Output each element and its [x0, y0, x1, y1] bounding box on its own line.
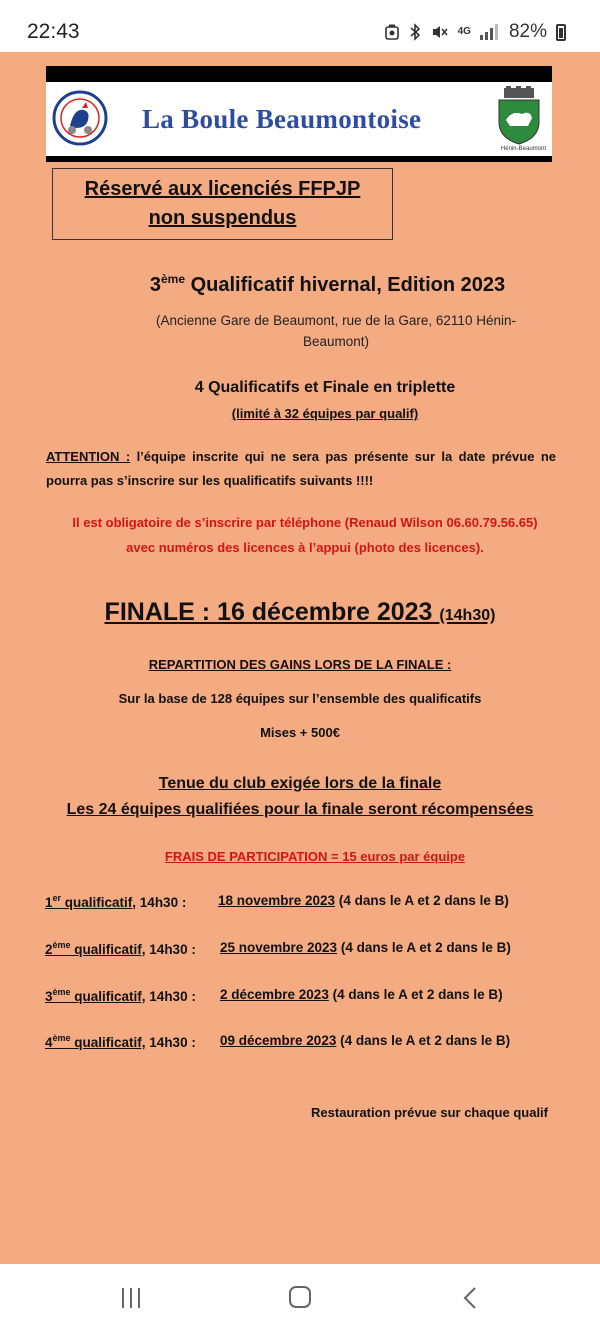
format-subtitle: 4 Qualificatifs et Finale en triplette [194, 379, 456, 396]
club-header [46, 66, 552, 162]
city-caption: Hénin-Beaumont [500, 146, 546, 152]
club-name: La Boule Beaumontoise [142, 104, 422, 134]
mute-icon [431, 24, 449, 40]
catering-notice: Restauration prévue sur chaque qualif [311, 1105, 548, 1120]
recent-apps-icon[interactable] [122, 1288, 140, 1308]
qualif-row: 1er qualificatif, 14h30 : 18 novembre 2023 (4 dans le A et 2 dans le B) [45, 893, 509, 910]
team-limit: (limité à 32 équipes par qualif) [231, 406, 419, 421]
participation-fee: FRAIS DE PARTICIPATION = 15 euros par équipe [164, 849, 466, 864]
network-4g-icon: 4G [457, 26, 471, 37]
event-title: 3ème Qualificatif hivernal, Edition 2023 [149, 272, 506, 296]
battery-percent: 82% [508, 21, 547, 42]
reserve-notice-box [52, 168, 393, 240]
reserve-line-1: Réservé aux licenciés FFPJP [84, 178, 361, 200]
reserve-line-2: non suspendus [148, 207, 297, 229]
bluetooth-icon [408, 23, 422, 41]
finale-date: FINALE : 16 décembre 2023 (14h30) [104, 598, 496, 626]
poster-image [0, 52, 600, 1264]
prize-base: Sur la base de 128 équipes sur l’ensemble des qualificatifs [118, 691, 482, 706]
registration-notice: Il est obligatoire de s’inscrire par téléphone (Renaud Wilson 06.60.79.56.65) avec numéros des licences à l’appui (photo des licences). [72, 515, 538, 555]
qualif-row: 3ème qualificatif, 14h30 : 2 décembre 2023 (4 dans le A et 2 dans le B) [45, 987, 503, 1004]
battery-icon [556, 24, 566, 41]
navigation-bar [0, 1264, 600, 1333]
status-icons [385, 21, 566, 43]
qualif-row: 2ème qualificatif, 14h30 : 25 novembre 2023 (4 dans le A et 2 dans le B) [45, 940, 511, 957]
dress-code-notice: Tenue du club exigée lors de la finale Les 24 équipes qualifiées pour la finale seront récompensées [66, 775, 534, 818]
ffpjp-logo-icon [52, 90, 108, 146]
prize-amount: Mises + 500€ [260, 725, 340, 740]
record-icon [385, 24, 399, 40]
signal-icon [480, 24, 498, 40]
attention-notice: ATTENTION : l’équipe inscrite qui ne sera pas présente sur la date prévue ne pourra pas s’inscrire sur les qualificatifs suivants !!!! [46, 449, 557, 488]
event-address: (Ancienne Gare de Beaumont, rue de la Gare, 62110 Hénin- Beaumont) [156, 313, 516, 349]
status-bar [0, 0, 600, 52]
city-crest-icon [494, 86, 544, 146]
status-time: 22:43 [27, 20, 80, 43]
prize-heading: REPARTITION DES GAINS LORS DE LA FINALE : [148, 657, 452, 672]
home-icon[interactable] [289, 1286, 311, 1308]
qualif-row: 4ème qualificatif, 14h30 : 09 décembre 2023 (4 dans le A et 2 dans le B) [45, 1033, 511, 1050]
back-icon[interactable] [462, 1286, 478, 1310]
